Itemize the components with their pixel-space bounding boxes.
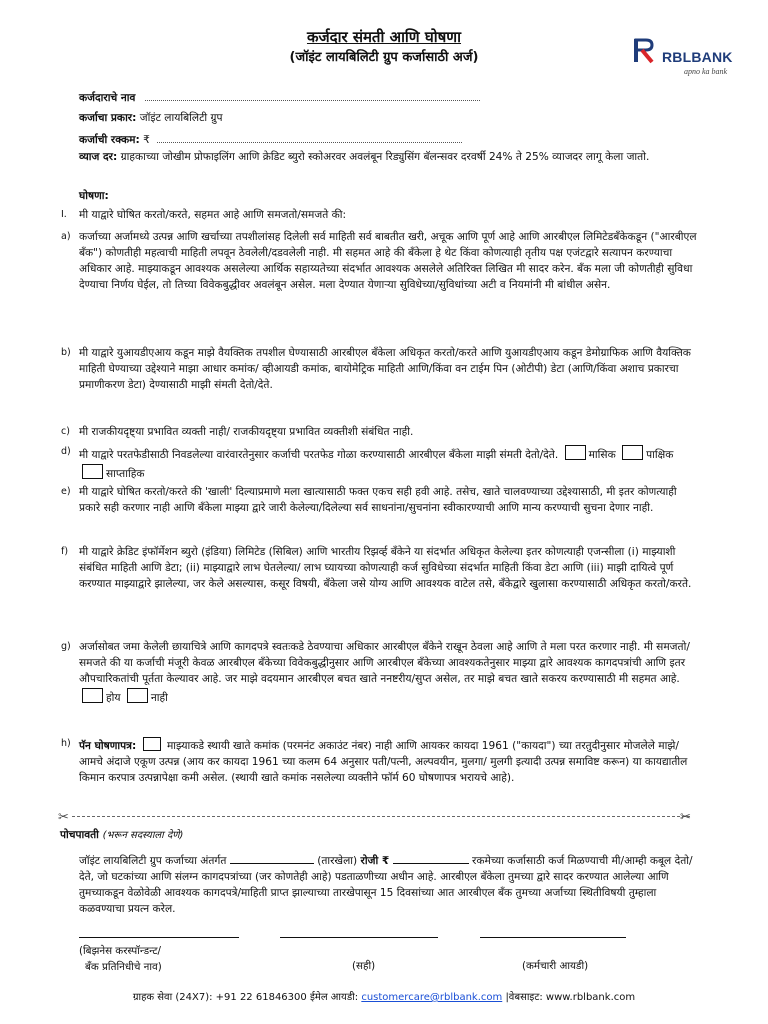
rbl-logo-mark-icon — [632, 36, 660, 64]
yes-checkbox[interactable] — [82, 688, 103, 703]
declaration-item-h — [61, 737, 699, 787]
borrower-fields — [79, 90, 699, 153]
item-text: माझ्याकडे स्थायी खाते कमांक (परमनंट अकाउंट नंबर) नाही आणि आयकर कायदा 1961 ("कायदा") च्या तरतुदीनुसार मोजलेले माझे/आमचे अंदाजे एकूण उत्पन्न (आय कर कायदा 1961 च्या कलम 64 अनुसार पती/पत्नी, अल्पवयीन, मुलगा/ मुलगी इत्यादी उत्पन्न समाविष्ट करून) या कायद्यातील किमान करपात्र उत्पन्नापेक्षा कमी असेल. (स्थायी खाते कमांक नसलेल्या व्यक्तीने फॉर्म 60 घोषणापत्र भरायचे आहे). — [79, 740, 688, 784]
borrower-name-field[interactable] — [145, 90, 480, 101]
fortnightly-option-label: पाक्षिक — [646, 449, 674, 461]
item-text: मी याद्वारे परतफेडीसाठी निवडलेल्या वारंवारतेनुसार कर्जाची परतफेड गोळा करण्यासाठी आरबीएल बँकेला माझी संमती देतो/देते. — [79, 449, 559, 461]
employee-id-label: (कर्मचारी आयडी) — [522, 960, 589, 972]
loan-type-label: कर्जाचा प्रकार: — [79, 112, 137, 124]
item-text: मी याद्वारे युआयडीएआय कडून माझे वैयक्तिक तपशील घेण्यासाठी आरबीएल बँकेला अधिकृत करतो/करते आणि युआयडीएआय कडून डेमोग्राफिक आणि वैयक्तिक माहिती घेण्याच्या उद्देश्याने माझा आधार कमांक/ व्हीआयडी कमांक, बायोमेट्रिक माहिती आणि/किंवा वन टाईम पिन (ओटीपी) डेटा (आणि/किंवा अशाच प्रकारचा प्रमाणीकरण डेटा) देण्यासाठी माझी संमती देतो/देते. — [79, 347, 691, 391]
declaration-heading: घोषणा: — [79, 190, 109, 202]
loan-type-value: जॉइंट लायबिलिटी ग्रुप — [139, 112, 223, 124]
yes-option-label: होय — [106, 691, 121, 704]
item-text: कर्जाच्या अर्जामध्ये उत्पन्न आणि खर्चाच्या तपशीलांसह दिलेली सर्व माहिती सर्व बाबतीत खरी, अचूक आणि पूर्ण आहे आणि आरबीएल लिमिटेडबँकेकडून ("आरबीएल बँक") कोणतीही महत्वाची माहिती लपवून ठेवलेली/दडवलेली नाही. मी सहमत आहे की बँकेला हे थेट किंवा कोणत्याही तृतीय पक्ष एजंटद्वारे सत्यापन करण्याचा अधिकार आहे. माझ्याकडून आवश्यक असलेल्या आर्थिक सहाय्यतेच्या संदर्भात आवश्यक असलेले अतिरिक्त लिखित मी सादर करेन. बँक मला जी कोणतीही सुविधा देण्याचा निर्णय घेईल, तो तिच्या विवेकबुद्धीवर अवलंबून असेल. मला देण्यात येणाऱ्या सुविधेच्या/सुविधांच्या अटी व नियमांनी मी बांधील असेन. — [79, 231, 697, 291]
monthly-option-label: साप्ताहिक — [106, 467, 145, 480]
loan-amount-value: ₹ — [143, 134, 150, 146]
employee-id-line[interactable] — [480, 937, 626, 938]
pan-declaration-checkbox[interactable] — [143, 737, 161, 751]
receipt-text-2: (तारखेला) — [317, 855, 358, 867]
borrower-name-label: कर्जदाराचे नाव — [79, 92, 136, 104]
no-option-label: नाही — [150, 691, 168, 704]
item-mark: b) — [61, 347, 71, 358]
item-text: मी याद्वारे घोषित करतो/करते की 'खाली' दिल्याप्रमाणे मला खात्यासाठी फक्त एकच सही हवी आहे. तसेच, खाते चालवण्याच्या उद्देश्यासाठी, मी इतर कोणत्याही प्रकारे सही करणार नाही आणि बँकेला माझ्या द्वारे जारी केलेल्या/दिलेल्या सर्व साधनांना/सुचनांना स्वीकारण्याची आणि मान्य करण्याची सुचना देणार नाही. — [79, 486, 677, 514]
no-checkbox[interactable] — [127, 688, 148, 703]
form-subtitle: (जॉइंट लायबिलिटी ग्रुप कर्जासाठी अर्ज) — [289, 50, 479, 65]
monthly-checkbox[interactable] — [82, 464, 103, 479]
email-label: ईमेल आयडी: — [309, 992, 359, 1003]
loan-amount-field[interactable] — [157, 132, 462, 143]
receipt-text-1: जॉइंट लायबिलिटी ग्रुप कर्जाच्या अंतर्गत — [79, 855, 227, 867]
email-link[interactable]: customercare@rblbank.com — [361, 992, 503, 1003]
item-mark: a) — [61, 231, 71, 242]
declaration-item-intro — [61, 208, 699, 224]
receipt-note: (भरून सदस्याला देणे) — [102, 830, 184, 841]
bc-label-line2: बँक प्रतिनिधीचे नाव) — [85, 960, 162, 973]
cut-line — [72, 816, 690, 817]
item-mark: d) — [61, 446, 71, 457]
pan-declaration-label: पॅन घोषणापत्र: — [79, 740, 137, 752]
scissors-icon: ✂ — [58, 810, 69, 825]
logo-name: RBLBANK — [662, 49, 733, 65]
item-mark: c) — [61, 426, 70, 437]
item-mark: I. — [61, 209, 67, 220]
item-mark: h) — [61, 738, 71, 749]
weekly-checkbox[interactable] — [565, 445, 586, 460]
signature-line[interactable] — [280, 937, 438, 938]
bc-label-line1: (बिझनेस करस्पॉन्डन्ट/ — [79, 945, 162, 957]
receipt-title: पोचपावती — [60, 829, 99, 841]
declaration-item-f — [61, 545, 699, 593]
receipt-paragraph — [79, 852, 699, 918]
weekly-option-label: मासिक — [588, 449, 616, 461]
declaration-item-g — [61, 640, 699, 707]
interest-rate-label: व्याज दर: — [79, 151, 118, 163]
scissors-icon: ✂ — [680, 810, 691, 825]
logo-tagline: apno ka bank — [684, 67, 728, 76]
bc-name-line[interactable] — [79, 937, 239, 938]
item-text: मी राजकीयदृष्ट्या प्रभावित व्यक्ती नाही/ राजकीयदृष्ट्या प्रभावित व्यक्तीशी संबंधित नाही. — [79, 426, 414, 438]
fortnightly-checkbox[interactable] — [622, 445, 643, 460]
declaration-item-b — [61, 346, 699, 394]
website: |वेबसाइट: www.rblbank.com — [505, 992, 636, 1003]
item-text: मी याद्वारे घोषित करतो/करते, सहमत आहे आणि समजतो/समजते की: — [79, 209, 347, 221]
footer — [0, 990, 768, 1005]
signature-label: (सही) — [352, 960, 376, 972]
item-text: अर्जासोबत जमा केलेली छायाचित्रे आणि कागदपत्रे स्वतःकडे ठेवण्याचा अधिकार आरबीएल बँकेने राखून ठेवला आहे आणि ते मला परत करणार नाही. मी समजतो/समजते की या कर्जाची मंजूरी केवळ आरबीएल बँकेच्या विवेकबुद्धीनुसार आणि आरबीएल बँकेच्या आवश्यकतेनुसार माझ्या द्वारे आवश्यक कागदपत्रांची आणि इतर औपचारिकतांची पूर्तता केल्यावर आहे. जर माझे वदयमान आरबीएल बचत खाते ननष्टरीय/सुप्त असेल, तर माझे बचत खाते सकरय करण्यासाठी मी सहमत आहे. — [79, 641, 690, 685]
item-mark: f) — [61, 546, 69, 557]
declaration-item-a — [61, 230, 699, 294]
loan-type-row — [79, 111, 699, 132]
receipt-date-field[interactable] — [230, 852, 314, 864]
interest-rate-text: ग्राहकाच्या जोखीम प्रोफाइलिंग आणि क्रेडिट ब्युरो स्कोअरवर अवलंबून रिड्युसिंग बॅलन्सवर दरवर्षी 24% ते 25% व्याजदर लागू केला जातो. — [120, 151, 650, 163]
receipt-heading — [60, 828, 183, 844]
declaration-item-d — [61, 445, 699, 483]
borrower-name-row — [79, 90, 699, 111]
rbl-bank-logo — [632, 36, 742, 80]
receipt-amount-field[interactable] — [393, 852, 469, 864]
receipt-text-3: रोजी ₹ — [360, 855, 390, 867]
item-mark: e) — [61, 486, 71, 497]
receipt-text-4: रकमेच्या कर्जासाठी कर्ज मिळण्याची मी/आम्ही कबूल देतो/देते, जो घटकांच्या आणि संलग्न कागदपत्रांच्या (जर कोणतेही आहे) पडताळणीच्या अधीन आहे. आरबीएल बँकेला तुमच्या द्वारे सादर करण्यात आलेल्या आणि तुमच्याकडून वेळोवेळी आवश्यक कागदपत्रे/माहिती प्राप्त झाल्याच्या तारखेपासून 15 दिवसांच्या आत आरबीएल बँक तुमच्या अर्जाच्या स्थितीविषयी तुम्हाला कळवण्याचा प्रयत्न करेल. — [79, 855, 693, 915]
declaration-item-e — [61, 485, 699, 517]
declaration-item-c — [61, 425, 699, 441]
item-text: मी याद्वारे क्रेडिट इंफॉर्मेशन ब्युरो (इंडिया) लिमिटेड (सिबिल) आणि भारतीय रिझर्व्ह बँकेने या संदर्भात अधिकृत केलेल्या इतर कोणत्याही एजन्सीला (i) माझ्याशी संबंधित माहिती आणि डेटा; (ii) माझ्याद्वारे लाभ घेतलेल्या/ लाभ घ्यायच्या कोणत्याही कर्ज सुविधेच्या संदर्भात माहिती किंवा डेटा आणि (iii) माझी दायित्वे पूर्ण करण्यात माझ्याद्वारे झालेल्या, जर केले असल्यास, कसूर विषयी, बँकेला जसे योग्य आणि आवश्यक वाटेल तसे, बँकेद्वारे खुलासा करण्यासाठी अधिकृत करतो/करते. — [79, 546, 692, 590]
item-mark: g) — [61, 641, 71, 652]
customer-care: ग्राहक सेवा (24X7): +91 22 61846300 — [132, 992, 307, 1003]
loan-amount-label: कर्जाची रक्कम: — [79, 134, 140, 146]
interest-rate-paragraph — [79, 150, 699, 166]
form-title: कर्जदार संमती आणि घोषणा — [306, 28, 462, 46]
bc-name-label — [79, 944, 162, 976]
